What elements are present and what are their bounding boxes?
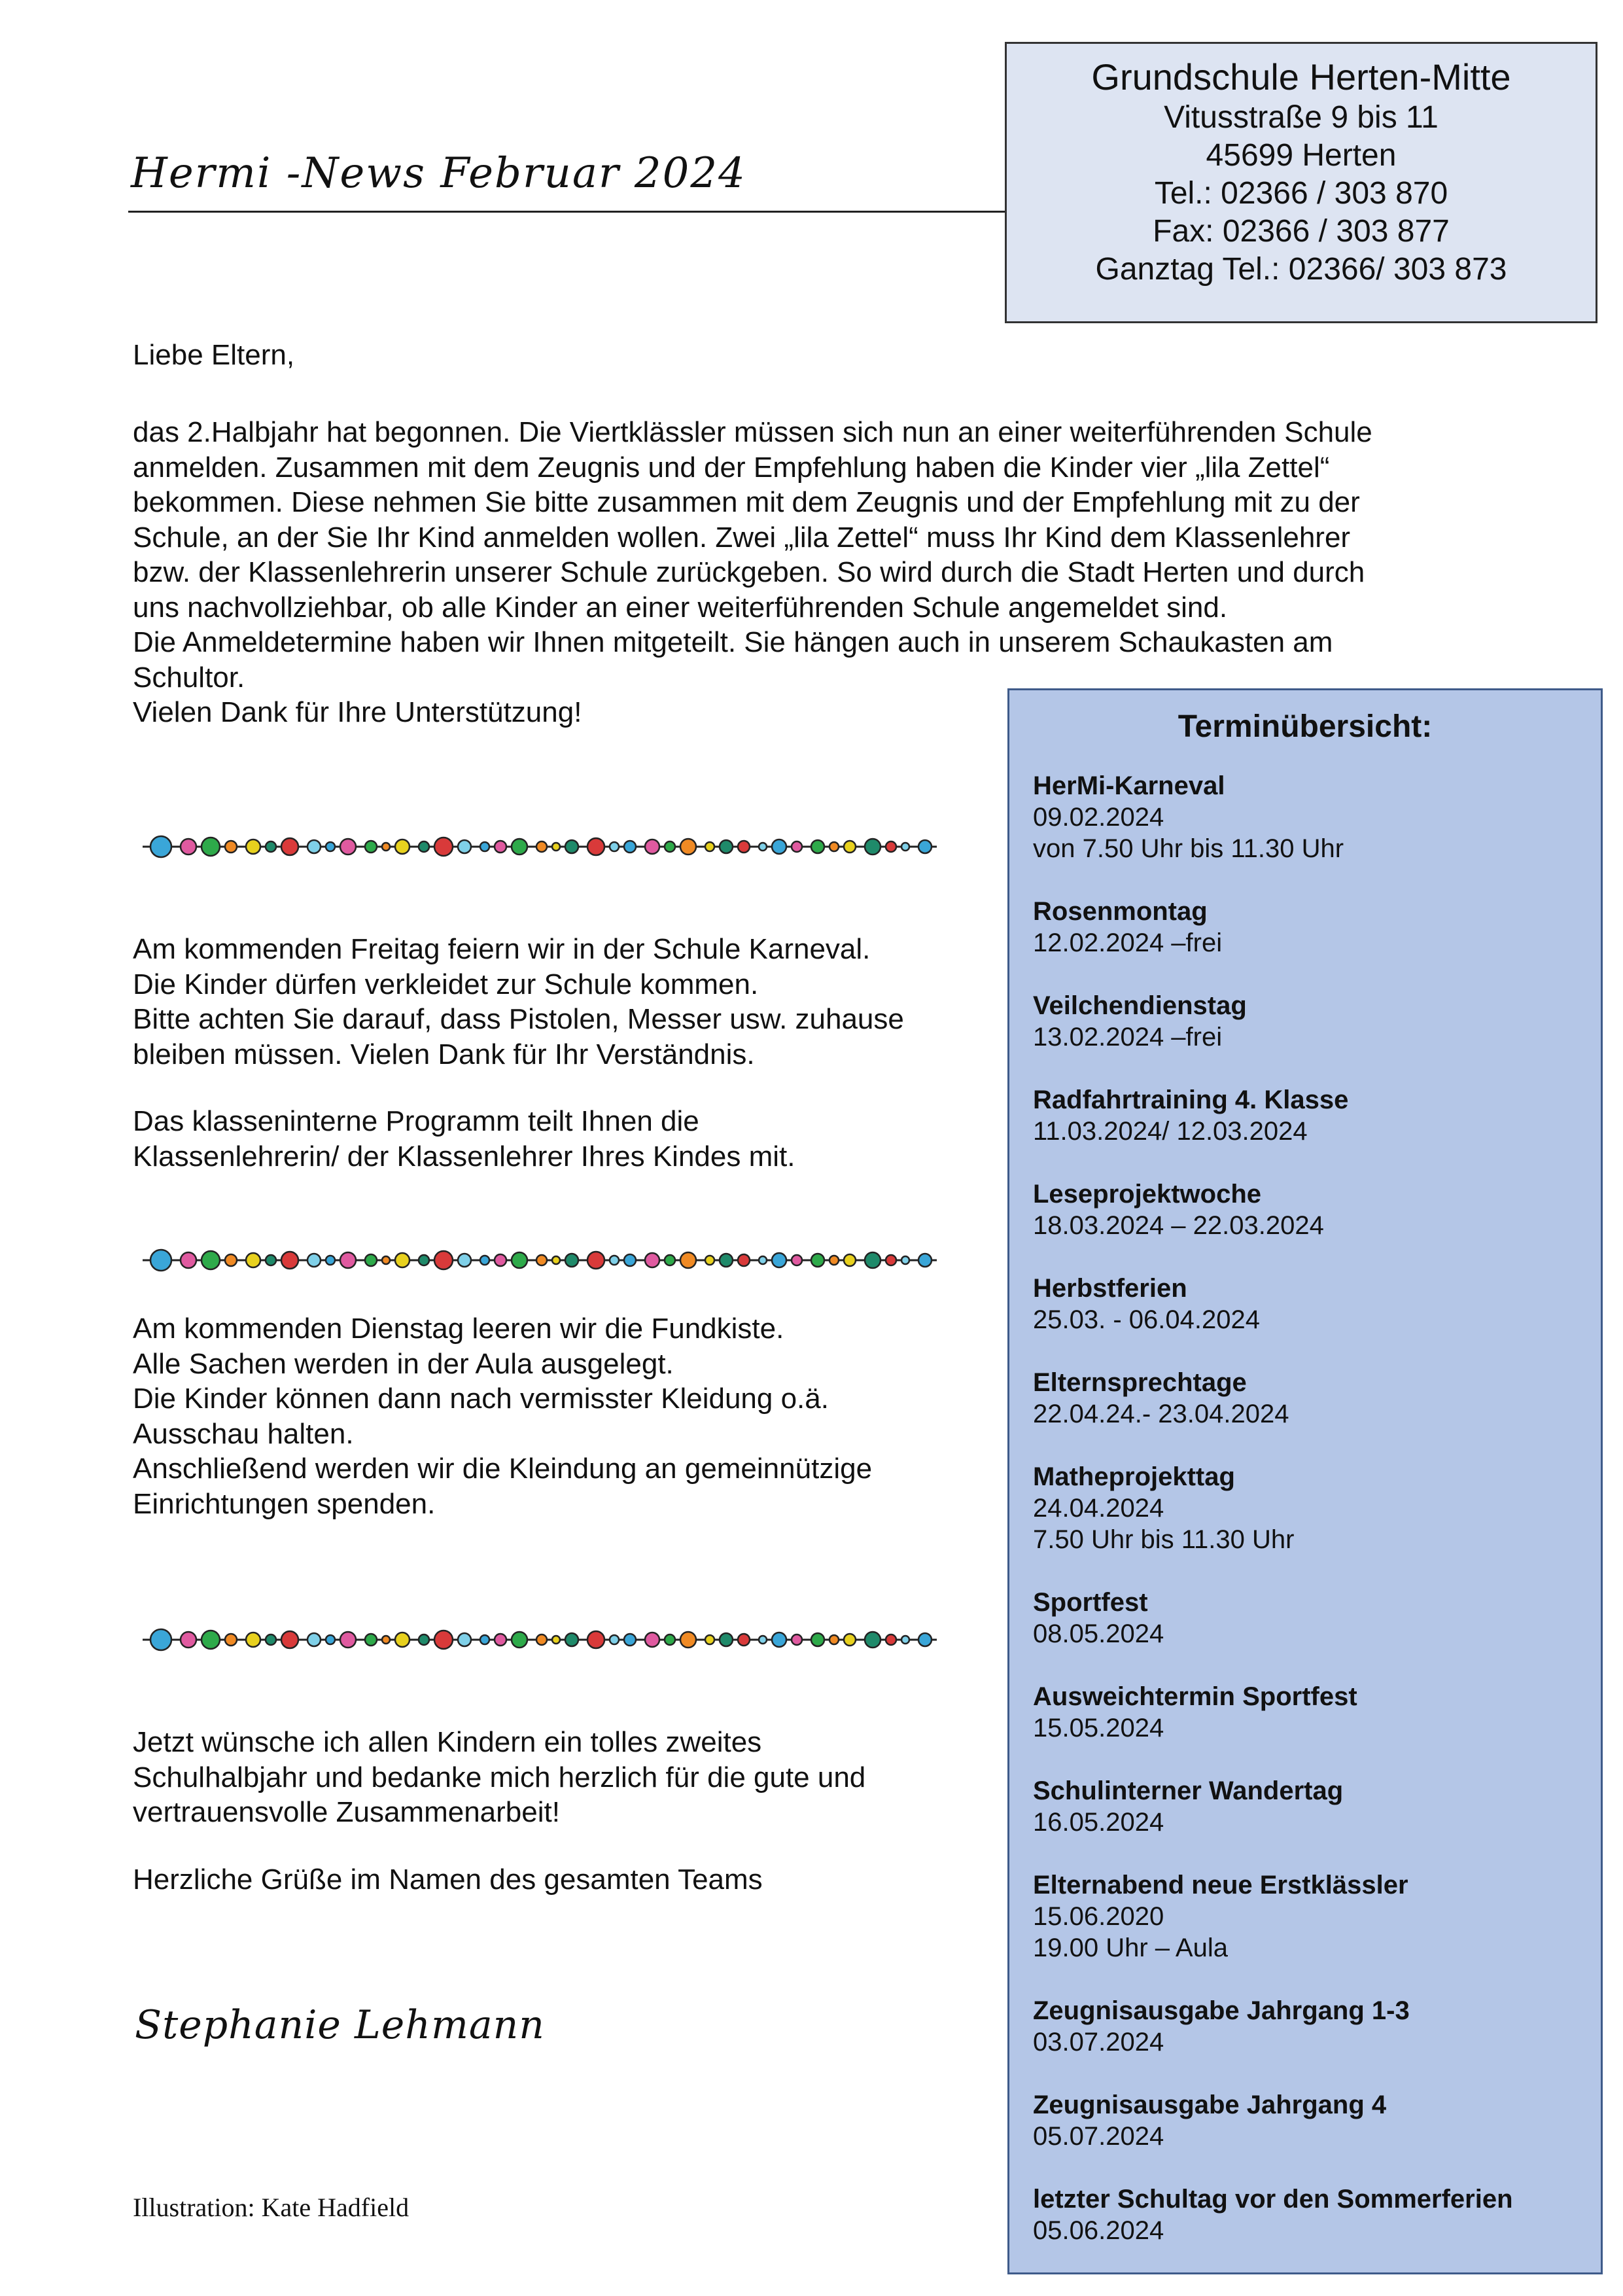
title-underline bbox=[128, 211, 1005, 213]
paragraph-line: Ausschau halten. bbox=[133, 1417, 354, 1450]
paragraph-line: Am kommenden Freitag feiern wir in der Schule Karneval. bbox=[133, 933, 871, 965]
entry-title: Ausweichtermin Sportfest bbox=[1033, 1682, 1357, 1711]
garland-bead bbox=[365, 1634, 377, 1646]
garland-bead bbox=[705, 842, 714, 851]
garland-bead bbox=[266, 841, 276, 852]
garland-bead bbox=[645, 839, 659, 854]
garland-bead bbox=[565, 1254, 578, 1267]
garland-bead bbox=[759, 1636, 767, 1644]
garland-bead bbox=[419, 841, 429, 852]
paragraph-line: Einrichtungen spenden. bbox=[133, 1487, 436, 1520]
garland-bead bbox=[680, 1252, 696, 1268]
address-ganztag-phone: Ganztag Tel.: 02366/ 303 873 bbox=[1095, 252, 1507, 287]
garland-bead bbox=[246, 1253, 260, 1267]
signature: Stephanie Lehmann bbox=[135, 2002, 545, 2048]
closing-text: Herzliche Grüße im Namen des gesamten Teams bbox=[133, 1863, 763, 1896]
garland-bead bbox=[458, 1633, 471, 1646]
entry-date: 05.06.2024 bbox=[1033, 2216, 1164, 2245]
entry-date: 11.03.2024/ 12.03.2024 bbox=[1033, 1117, 1308, 1146]
garland-bead bbox=[665, 1255, 675, 1265]
garland-bead bbox=[181, 839, 196, 855]
schedule-entry bbox=[1033, 896, 1601, 959]
garland-bead bbox=[829, 842, 839, 851]
garland-bead bbox=[844, 1254, 856, 1266]
bead-garland-divider-3 bbox=[137, 1623, 942, 1655]
address-fax: Fax: 02366 / 303 877 bbox=[1153, 214, 1450, 249]
garland-bead bbox=[772, 1633, 786, 1647]
garland-bead bbox=[225, 1634, 237, 1646]
garland-bead bbox=[281, 838, 298, 855]
entry-date: 18.03.2024 – 22.03.2024 bbox=[1033, 1211, 1324, 1240]
schedule-entry bbox=[1033, 990, 1601, 1053]
garland-bead bbox=[395, 1253, 410, 1267]
entry-date: 03.07.2024 bbox=[1033, 2028, 1164, 2057]
garland-bead bbox=[738, 1634, 750, 1646]
garland-bead bbox=[395, 1633, 410, 1647]
entry-date: 12.02.2024 –frei bbox=[1033, 928, 1223, 957]
entry-title: HerMi-Karneval bbox=[1033, 771, 1225, 800]
garland-bead bbox=[738, 1254, 750, 1266]
schedule-entry bbox=[1033, 2089, 1601, 2152]
garland-bead bbox=[918, 840, 932, 853]
garland-bead bbox=[181, 1632, 196, 1648]
garland-bead bbox=[565, 1633, 578, 1646]
garland-bead bbox=[395, 839, 410, 854]
paragraph-line: Die Kinder dürfen verkleidet zur Schule kommen. bbox=[133, 968, 759, 1000]
schedule-entry bbox=[1033, 1273, 1601, 1335]
garland-bead bbox=[865, 1252, 881, 1268]
garland-bead bbox=[536, 841, 547, 852]
garland-bead bbox=[512, 1632, 527, 1648]
garland-bead bbox=[624, 1634, 636, 1646]
garland-bead bbox=[587, 838, 604, 855]
garland-bead bbox=[886, 1255, 896, 1265]
garland-bead bbox=[552, 1636, 560, 1644]
schedule-heading: Terminübersicht: bbox=[1178, 709, 1433, 744]
garland-bead bbox=[382, 1636, 390, 1644]
garland-bead bbox=[419, 1255, 429, 1265]
garland-bead bbox=[225, 841, 237, 853]
schedule-entry bbox=[1033, 1587, 1601, 1650]
letter-greeting bbox=[133, 338, 1441, 373]
garland-bead bbox=[829, 1635, 839, 1644]
garland-bead bbox=[610, 1635, 619, 1644]
schedule-entry bbox=[1033, 1367, 1601, 1430]
garland-bead bbox=[181, 1252, 196, 1268]
garland-bead bbox=[365, 1254, 377, 1266]
garland-bead bbox=[266, 1634, 276, 1645]
entry-date: 15.05.2024 bbox=[1033, 1714, 1164, 1742]
entry-title: Radfahrtraining 4. Klasse bbox=[1033, 1086, 1349, 1114]
garland-bead bbox=[792, 1255, 802, 1265]
schedule-entry bbox=[1033, 2183, 1601, 2246]
paragraph-line: bleiben müssen. Vielen Dank für Ihr Verständnis. bbox=[133, 1038, 755, 1070]
garland-bead bbox=[811, 1633, 824, 1646]
garland-bead bbox=[901, 1256, 909, 1264]
garland-bead bbox=[307, 1254, 321, 1267]
garland-bead bbox=[434, 838, 453, 856]
paragraph-line: Das klasseninterne Programm teilt Ihnen die bbox=[133, 1105, 699, 1137]
greeting-text: Liebe Eltern, bbox=[133, 339, 295, 371]
paragraph-line: Vielen Dank für Ihre Unterstützung! bbox=[133, 696, 582, 728]
garland-bead bbox=[150, 1629, 171, 1650]
entry-date: 24.04.2024 bbox=[1033, 1494, 1164, 1523]
garland-bead bbox=[680, 1632, 696, 1648]
garland-bead bbox=[918, 1633, 932, 1646]
garland-bead bbox=[759, 843, 767, 851]
garland-bead bbox=[587, 1631, 604, 1648]
garland-bead bbox=[759, 1256, 767, 1264]
paragraph-line: anmelden. Zusammen mit dem Zeugnis und der Empfehlung haben die Kinder vier „lila Zettel“ bbox=[133, 451, 1330, 484]
garland-bead bbox=[705, 1635, 714, 1644]
paragraph-line: Die Kinder können dann nach vermisster Kleidung o.ä. bbox=[133, 1383, 829, 1415]
garland-bead bbox=[495, 1634, 506, 1646]
entry-detail: 19.00 Uhr – Aula bbox=[1033, 1934, 1228, 1962]
illustration-credit: Illustration: Kate Hadfield bbox=[133, 2193, 410, 2222]
schedule-entry bbox=[1033, 1178, 1601, 1241]
entry-title: letzter Schultag vor den Sommerferien bbox=[1033, 2185, 1513, 2214]
entry-date: 08.05.2024 bbox=[1033, 1619, 1164, 1648]
entry-detail: von 7.50 Uhr bis 11.30 Uhr bbox=[1033, 834, 1344, 863]
garland-bead bbox=[610, 1256, 619, 1265]
entry-date: 09.02.2024 bbox=[1033, 803, 1164, 832]
entry-date: 16.05.2024 bbox=[1033, 1808, 1164, 1837]
garland-bead bbox=[720, 1633, 733, 1646]
entry-title: Schulinterner Wandertag bbox=[1033, 1776, 1344, 1805]
paragraph-line: Jetzt wünsche ich allen Kindern ein tolles zweites bbox=[133, 1726, 762, 1758]
garland-bead bbox=[645, 1253, 659, 1267]
paragraph-line: Am kommenden Dienstag leeren wir die Fundkiste. bbox=[133, 1313, 784, 1345]
garland-bead bbox=[340, 1252, 356, 1268]
schedule-entry bbox=[1033, 770, 1601, 864]
paragraph-line: Bitte achten Sie darauf, dass Pistolen, Messer usw. zuhause bbox=[133, 1003, 904, 1035]
garland-bead bbox=[201, 1251, 220, 1269]
school-name: Grundschule Herten-Mitte bbox=[1091, 56, 1511, 97]
garland-bead bbox=[865, 839, 881, 855]
garland-bead bbox=[610, 842, 619, 851]
garland-bead bbox=[844, 1634, 856, 1646]
garland-bead bbox=[624, 841, 636, 853]
entry-date: 22.04.24.- 23.04.2024 bbox=[1033, 1400, 1289, 1428]
schedule-entry bbox=[1033, 1869, 1601, 1964]
garland-bead bbox=[246, 1633, 260, 1647]
garland-bead bbox=[665, 841, 675, 852]
school-address-box bbox=[1005, 42, 1597, 323]
schedule-entry bbox=[1033, 1775, 1601, 1838]
garland-bead bbox=[918, 1254, 932, 1267]
paragraph-line: Alle Sachen werden in der Aula ausgelegt. bbox=[133, 1347, 674, 1380]
schedule-entry bbox=[1033, 1461, 1601, 1555]
garland-bead bbox=[512, 1252, 527, 1268]
garland-bead bbox=[150, 836, 171, 857]
garland-bead bbox=[201, 838, 220, 856]
garland-bead bbox=[326, 1256, 335, 1265]
entry-detail: 7.50 Uhr bis 11.30 Uhr bbox=[1033, 1525, 1295, 1554]
garland-bead bbox=[552, 843, 560, 851]
garland-bead bbox=[865, 1632, 881, 1648]
garland-bead bbox=[772, 1253, 786, 1267]
garland-bead bbox=[434, 1251, 453, 1269]
garland-bead bbox=[480, 842, 489, 851]
entry-title: Elternsprechtage bbox=[1033, 1368, 1247, 1397]
garland-bead bbox=[458, 840, 471, 853]
garland-bead bbox=[792, 841, 802, 852]
paragraph-line: bekommen. Diese nehmen Sie bitte zusammen mit dem Zeugnis und der Empfehlung mit zu der bbox=[133, 486, 1360, 518]
schedule-sidebar bbox=[1007, 688, 1603, 2274]
garland-bead bbox=[266, 1255, 276, 1265]
garland-bead bbox=[552, 1256, 560, 1264]
garland-bead bbox=[382, 1256, 390, 1264]
garland-bead bbox=[720, 1254, 733, 1267]
entry-date: 15.06.2020 bbox=[1033, 1902, 1164, 1931]
entry-title: Sportfest bbox=[1033, 1588, 1148, 1617]
entry-title: Zeugnisausgabe Jahrgang 4 bbox=[1033, 2091, 1387, 2119]
entry-date: 25.03. - 06.04.2024 bbox=[1033, 1305, 1260, 1334]
garland-bead bbox=[844, 841, 856, 853]
garland-bead bbox=[680, 839, 696, 855]
garland-bead bbox=[201, 1631, 220, 1649]
garland-bead bbox=[886, 841, 896, 852]
garland-bead bbox=[340, 1632, 356, 1648]
entry-title: Rosenmontag bbox=[1033, 897, 1208, 926]
schedule-entry bbox=[1033, 1995, 1601, 2058]
garland-bead bbox=[587, 1252, 604, 1269]
bead-garland-divider-1 bbox=[137, 830, 942, 862]
garland-bead bbox=[458, 1254, 471, 1267]
garland-bead bbox=[512, 839, 527, 855]
entry-title: Veilchendienstag bbox=[1033, 991, 1247, 1020]
letter-intro-paragraph bbox=[133, 415, 1441, 730]
paragraph-line: Die Anmeldetermine haben wir Ihnen mitgeteilt. Sie hängen auch in unserem Schaukasten am bbox=[133, 626, 1333, 658]
address-city: 45699 Herten bbox=[1206, 138, 1397, 173]
garland-bead bbox=[246, 839, 260, 854]
garland-bead bbox=[738, 841, 750, 853]
entry-title: Zeugnisausgabe Jahrgang 1-3 bbox=[1033, 1996, 1410, 2025]
garland-bead bbox=[829, 1256, 839, 1265]
garland-bead bbox=[792, 1634, 802, 1645]
paragraph-line: Anschließend werden wir die Kleindung an gemeinnützige bbox=[133, 1453, 873, 1485]
paragraph-line: uns nachvollziehbar, ob alle Kinder an einer weiterführenden Schule angemeldet sind. bbox=[133, 591, 1228, 624]
bead-garland-divider-2 bbox=[137, 1243, 942, 1276]
garland-bead bbox=[495, 1254, 506, 1266]
garland-bead bbox=[772, 839, 786, 854]
garland-bead bbox=[480, 1256, 489, 1265]
garland-bead bbox=[665, 1634, 675, 1645]
garland-bead bbox=[281, 1252, 298, 1269]
garland-bead bbox=[886, 1634, 896, 1645]
entry-title: Leseprojektwoche bbox=[1033, 1180, 1262, 1209]
entry-date: 05.07.2024 bbox=[1033, 2122, 1164, 2151]
newsletter-title: Hermi -News Februar 2024 bbox=[131, 149, 746, 198]
garland-bead bbox=[624, 1254, 636, 1266]
garland-bead bbox=[645, 1633, 659, 1647]
paragraph-line: Schultor. bbox=[133, 661, 245, 694]
garland-bead bbox=[326, 1635, 335, 1644]
garland-bead bbox=[901, 843, 909, 851]
paragraph-line: Schule, an der Sie Ihr Kind anmelden wollen. Zwei „lila Zettel“ muss Ihr Kind dem Klassenlehrer bbox=[133, 521, 1351, 554]
paragraph-line: vertrauensvolle Zusammenarbeit! bbox=[133, 1796, 560, 1828]
paragraph-line: bzw. der Klassenlehrerin unserer Schule zurückgeben. So wird durch die Stadt Herten und durch bbox=[133, 556, 1365, 588]
garland-bead bbox=[434, 1631, 453, 1649]
garland-bead bbox=[705, 1256, 714, 1265]
garland-bead bbox=[225, 1254, 237, 1266]
garland-bead bbox=[365, 841, 377, 853]
schedule-entry bbox=[1033, 1084, 1601, 1147]
entry-date: 13.02.2024 –frei bbox=[1033, 1023, 1223, 1051]
address-phone: Tel.: 02366 / 303 870 bbox=[1154, 176, 1448, 211]
garland-bead bbox=[495, 841, 506, 853]
garland-bead bbox=[382, 843, 390, 851]
garland-bead bbox=[307, 840, 321, 853]
garland-bead bbox=[536, 1634, 547, 1645]
paragraph-line: das 2.Halbjahr hat begonnen. Die Viertklässler müssen sich nun an einer weiterführenden Schule bbox=[133, 416, 1372, 448]
garland-bead bbox=[150, 1250, 171, 1271]
entry-title: Herbstferien bbox=[1033, 1274, 1187, 1303]
garland-bead bbox=[565, 840, 578, 853]
garland-bead bbox=[811, 1254, 824, 1267]
garland-bead bbox=[281, 1631, 298, 1648]
garland-bead bbox=[811, 840, 824, 853]
garland-bead bbox=[307, 1633, 321, 1646]
garland-bead bbox=[720, 840, 733, 853]
garland-bead bbox=[340, 839, 356, 855]
entry-title: Matheprojekttag bbox=[1033, 1462, 1235, 1491]
address-street: Vitusstraße 9 bis 11 bbox=[1164, 100, 1439, 135]
garland-bead bbox=[901, 1636, 909, 1644]
garland-bead bbox=[419, 1634, 429, 1645]
garland-bead bbox=[480, 1635, 489, 1644]
paragraph-line: Klassenlehrerin/ der Klassenlehrer Ihres Kindes mit. bbox=[133, 1140, 795, 1173]
entry-title: Elternabend neue Erstklässler bbox=[1033, 1871, 1408, 1899]
garland-bead bbox=[536, 1255, 547, 1265]
garland-bead bbox=[326, 842, 335, 851]
schedule-entry bbox=[1033, 1681, 1601, 1744]
paragraph-line: Schulhalbjahr und bedanke mich herzlich für die gute und bbox=[133, 1761, 866, 1793]
